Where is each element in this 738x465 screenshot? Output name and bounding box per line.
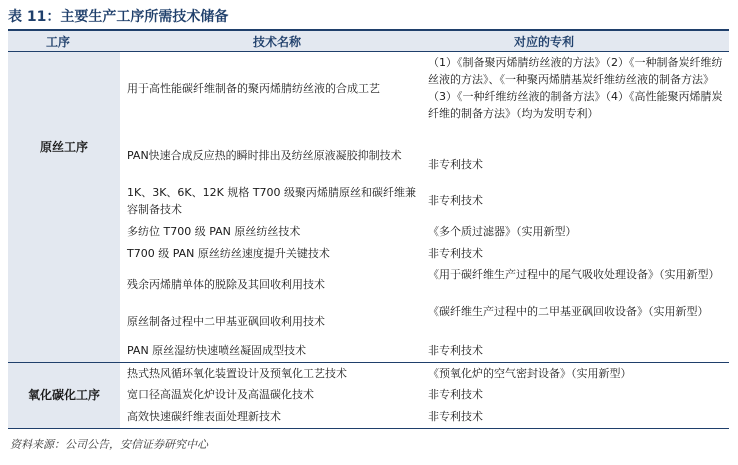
header-process: 工序 — [46, 35, 71, 49]
tech-cell: 高效快速碳纤维表面处理新技术 — [127, 410, 281, 423]
patent-cell: 非专利技术 — [428, 158, 483, 171]
group-bg-spinning — [8, 52, 120, 362]
tech-cell: 多纺位 T700 级 PAN 原丝纺丝技术 — [127, 225, 301, 238]
tech-cell: 用于高性能碳纤维制备的聚丙烯腈纺丝液的合成工艺 — [127, 82, 380, 95]
tech-cell: 残余丙烯腈单体的脱除及其回收利用技术 — [127, 278, 325, 291]
group-divider — [8, 362, 729, 363]
patent-cell: 《预氧化炉的空气密封设备》（实用新型） — [428, 367, 632, 380]
patent-cell: 非专利技术 — [428, 247, 483, 260]
patent-cell: （1）《制备聚丙烯腈纺丝液的方法》（2）《一种制备炭纤维纺丝液的方法》、《一种聚丙烯腈基炭纤维纺丝液的制备方法》（3）《一种纤维纺丝液的制备方法》（4）《高性能聚丙烯腈炭纤维的制备方法》（均为发明专利） — [428, 56, 723, 120]
tech-cell: 热式热风循环氧化装置设计及预氧化工艺技术 — [127, 367, 347, 380]
group-label-oxidation: 氧化碳化工序 — [27, 388, 100, 402]
patent-cell: 《碳纤维生产过程中的二甲基亚砜回收设备》（实用新型） — [428, 305, 709, 318]
patent-cell: 非专利技术 — [428, 344, 483, 357]
group-label-spinning: 原丝工序 — [39, 140, 88, 154]
patent-cell: 《多个质过滤器》（实用新型） — [428, 225, 577, 238]
tech-cell: 宽口径高温炭化炉设计及高温碳化技术 — [127, 388, 314, 401]
patent-cell: 非专利技术 — [428, 194, 483, 207]
header-patent: 对应的专利 — [514, 35, 575, 49]
patent-cell: 《用于碳纤维生产过程中的尾气吸收处理设备》（实用新型） — [428, 268, 720, 281]
tech-cell: PAN快速合成反应热的瞬时排出及纺丝原液凝胶抑制技术 — [127, 149, 402, 162]
tech-cell: T700 级 PAN 原丝纺丝速度提升关键技术 — [127, 247, 330, 260]
table-title: 表 11：主要生产工序所需技术储备 — [8, 9, 229, 25]
tech-cell: 原丝制备过程中二甲基亚砜回收利用技术 — [127, 315, 325, 328]
tech-cell: PAN 原丝湿纺快速喷丝凝固成型技术 — [127, 344, 307, 357]
tech-cell: 1K、3K、6K、12K 规格 T700 级聚丙烯腈原丝和碳纤维兼容制备技术 — [127, 186, 417, 216]
table-bottom-rule — [8, 428, 729, 429]
source-note: 资料来源：公司公告，安信证券研究中心 — [10, 438, 208, 451]
patent-cell: 非专利技术 — [428, 388, 483, 401]
header-tech: 技术名称 — [253, 35, 302, 49]
patent-cell: 非专利技术 — [428, 410, 483, 423]
table-header — [8, 31, 729, 51]
